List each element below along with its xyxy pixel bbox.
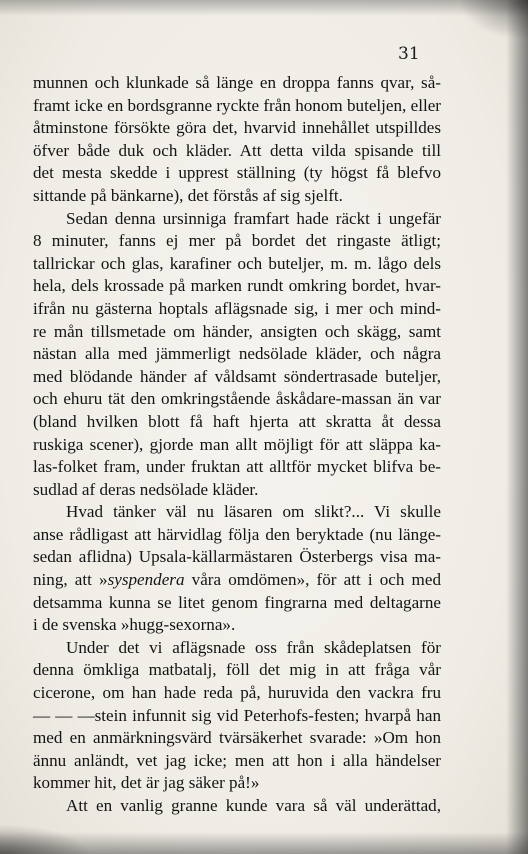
text-line: anse rådligast att härvidlag följa den beryktade (nu länge- (33, 524, 441, 544)
text-line: 8 minuter, fanns ej mer på bordet det ringaste ätligt; (33, 231, 441, 251)
text-line: Hvad tänker väl nu läsaren om slikt?... Vi skulle (66, 502, 441, 522)
text-line: Att en vanlig granne kunde vara så väl underättad, (66, 796, 441, 815)
scan-edge-shadow-right (506, 0, 528, 854)
text-line: hela, dels krossade på marken rundt omkring bordet, hvar- (33, 276, 441, 296)
text-line: ruskiga scener), gjorde man allt möjligt för att släppa ka- (33, 434, 441, 454)
page-number: 31 (398, 44, 420, 64)
scan-edge-shadow-top (0, 0, 528, 16)
text-line: framt icke en bordsgranne ryckte från honom buteljen, eller (33, 95, 441, 115)
text-line: öfver både duk och kläder. Att detta vilda spisande till (33, 140, 441, 160)
text-line: denna ömkliga matbatalj, föll det mig in att fråga vår (33, 660, 441, 680)
text-line: nästan alla med jämmerligt nedsölade kläder, och några (33, 344, 441, 364)
text-line: re mån tillsmetade om händer, ansigten och skägg, samt (33, 321, 441, 341)
text-line: kommer hit, det är jag säker på!» (33, 773, 260, 793)
text-fragment: våra omdömen», för att i och med (184, 570, 441, 590)
text-line: det mesta skedde i upprest ställning (ty högst få blefvo (33, 163, 441, 183)
text-line: ännu anländt, vet jag icke; men att hon i alla händelser (33, 750, 441, 770)
text-line: med blödande händer af våldsamt söndertrasade buteljer, (33, 366, 441, 386)
text-line: munnen och klunkade så länge en droppa fanns qvar, så- (33, 73, 441, 92)
text-line: cicerone, om han hade reda på, huruvida den vackra fru (33, 683, 441, 703)
text-line: sedan aflidna) Upsala-källarmästaren Österbergs visa ma- (33, 547, 441, 567)
text-line: i de svenska »hugg-sexorna». (33, 615, 236, 635)
text-line: och ehuru tät den omkringstående åskådare-massan än var (33, 389, 441, 409)
italic-word: syspendera (107, 570, 185, 590)
body-text (33, 72, 441, 818)
text-line: Under det vi aflägsnade oss från skådeplatsen för (66, 637, 441, 657)
text-line: med en anmärkningsvärd tvärsäkerhet svarade: »Om hon (33, 728, 441, 748)
text-line (33, 569, 441, 592)
text-line: (bland hvilken blott få haft hjerta att skratta åt dessa (33, 411, 441, 431)
text-line: las-folket fram, under fruktan att alltför mycket blifva be- (33, 457, 441, 477)
text-line: sudlad af deras nedsölade kläder. (33, 479, 259, 499)
scan-corner-stain (0, 824, 90, 854)
text-line: — — —stein infunnit sig vid Peterhofs-festen; hvarpå han (33, 705, 441, 725)
text-line: detsamma kunna se litet genom fingrarna med deltagarne (33, 592, 441, 612)
text-line: Sedan denna ursinniga framfart hade räckt i ungefär (66, 208, 441, 228)
text-line: ifrån nu gästerna hoptals aflägsnade sig, i mer och mind- (33, 298, 441, 318)
text-line: sittande på bänkarne), det förstås af sig sjelft. (33, 185, 343, 205)
text-fragment: ning, att » (33, 570, 108, 590)
text-line: tallrickar och glas, karafiner och buteljer, m. m. lågo dels (33, 253, 441, 273)
text-line: åtminstone försökte göra det, hvarvid innehållet utspilldes (33, 118, 441, 138)
scan-corner-stain (458, 0, 528, 40)
